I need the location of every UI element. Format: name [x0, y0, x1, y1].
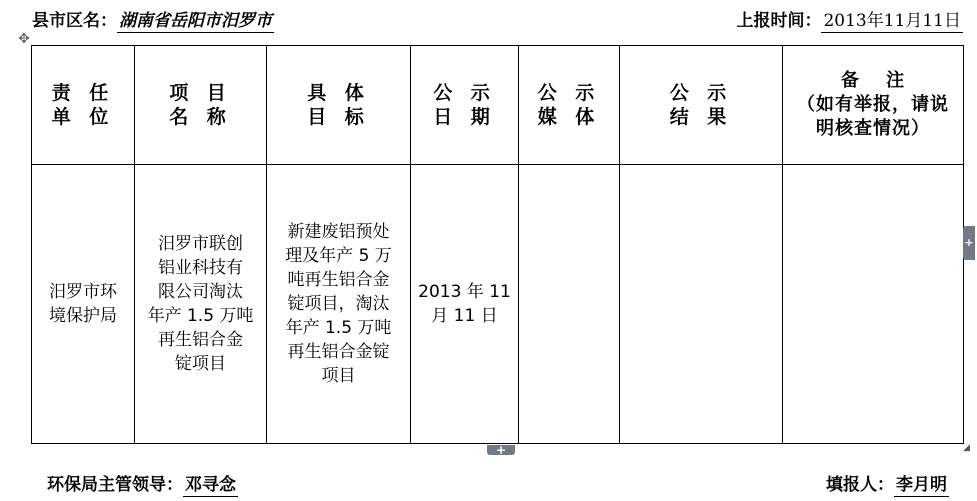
header-media[interactable]: 公 示 媒 体 — [519, 46, 620, 165]
header-note[interactable]: 备 注 （如有举报，请说 明核查情况） — [783, 46, 964, 165]
header-target[interactable]: 具 体 目 标 — [267, 46, 411, 165]
leader-label: 环保局主管领导： — [47, 475, 183, 495]
county-label: 县市区名： — [32, 11, 117, 31]
cell-unit[interactable]: 汨罗市环 境保护局 — [32, 165, 135, 444]
cell-project[interactable]: 汨罗市联创 铝业科技有 限公司淘汰 年产 1.5 万吨 再生铝合金 锭项目 — [135, 165, 267, 444]
add-row-plus-icon[interactable]: + — [487, 445, 515, 455]
filler-line — [826, 470, 949, 495]
table-header-row — [32, 46, 964, 165]
filler-label: 填报人： — [826, 475, 894, 495]
report-time-label: 上报时间： — [736, 11, 822, 31]
cell-media[interactable] — [519, 165, 620, 444]
table-move-handle-icon[interactable]: ✥ — [18, 31, 30, 47]
leader-value: 邓寻念 — [185, 475, 236, 495]
county-line — [32, 6, 274, 31]
add-column-plus-icon[interactable]: + — [963, 226, 975, 260]
cell-date[interactable]: 2013 年 11 月 11 日 — [411, 165, 519, 444]
filler-value: 李月明 — [896, 475, 947, 495]
table-row — [32, 165, 964, 444]
header-project[interactable]: 项 目 名 称 — [135, 46, 267, 165]
report-time-value: 2013年11月11日 — [823, 11, 961, 31]
cell-result[interactable] — [620, 165, 783, 444]
table-resize-corner-icon[interactable]: ◢ — [963, 443, 970, 453]
cell-target[interactable]: 新建废铝预处 理及年产 5 万 吨再生铝合金 锭项目，淘汰 年产 1.5 万吨 再生铝合金锭 项目 — [267, 165, 411, 444]
cell-note[interactable] — [783, 165, 964, 444]
header-unit[interactable]: 责 任 单 位 — [32, 46, 135, 165]
report-time-line — [736, 6, 963, 31]
county-value: 湖南省岳阳市汨罗市 — [119, 11, 272, 31]
header-date[interactable]: 公 示 日 期 — [411, 46, 519, 165]
header-result[interactable]: 公 示 结 果 — [620, 46, 783, 165]
disclosure-table — [31, 45, 964, 444]
leader-line — [47, 470, 238, 495]
